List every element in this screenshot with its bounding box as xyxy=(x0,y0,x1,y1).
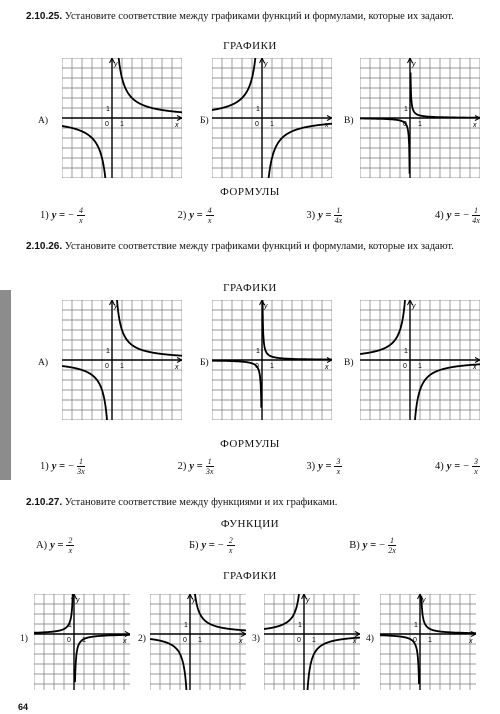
formula xyxy=(435,206,480,225)
formula xyxy=(306,206,342,225)
hyperbola-graph xyxy=(360,58,480,178)
y-unit-label: 1 xyxy=(404,106,408,113)
x-axis-label: x xyxy=(473,122,477,129)
graph-label: 1) xyxy=(20,634,28,644)
formula-index: 3) xyxy=(306,461,316,472)
fraction-denominator: 3x xyxy=(77,467,85,476)
hyperbola-graph xyxy=(264,594,360,690)
fraction-numerator: 1 xyxy=(390,536,394,545)
hyperbola-graph xyxy=(62,300,182,420)
formula-lhs: y = xyxy=(201,540,215,551)
hyperbola-branch xyxy=(34,594,73,633)
hyperbola-branch xyxy=(62,366,107,420)
graphs-heading: ГРАФИКИ xyxy=(223,282,277,294)
fraction-denominator: x xyxy=(336,467,341,476)
graph-label: 4) xyxy=(366,634,374,644)
hyperbola-graph xyxy=(380,594,476,690)
x-axis-label: x xyxy=(469,638,473,645)
formula-fraction xyxy=(77,457,85,476)
formula-fraction xyxy=(388,536,396,555)
problem-2-10-26 xyxy=(26,240,486,254)
fraction-numerator: 1 xyxy=(207,457,212,466)
fraction-denominator: 4x xyxy=(334,216,343,225)
formula-index: 4) xyxy=(435,461,444,472)
fraction-numerator: 3 xyxy=(473,457,478,466)
formula-lhs: y = xyxy=(446,210,461,221)
hyperbola-graph xyxy=(360,300,480,420)
fraction-numerator: 2 xyxy=(228,536,233,545)
fraction-numerator: 2 xyxy=(68,536,73,545)
fraction-denominator: x xyxy=(474,467,478,476)
formula-sign: − xyxy=(68,461,74,472)
page-edge-tab xyxy=(0,290,11,480)
x-axis-label: x xyxy=(325,122,329,129)
x-unit-label: 1 xyxy=(312,637,316,644)
origin-label: 0 xyxy=(67,637,71,644)
graph-label: Б) xyxy=(200,358,209,368)
formula xyxy=(40,206,85,225)
formula-lhs: y = xyxy=(50,540,64,551)
origin-label: 0 xyxy=(105,363,109,370)
formula-fraction xyxy=(472,457,480,476)
y-axis-label: y xyxy=(412,303,416,310)
fraction-numerator: 1 xyxy=(336,206,341,215)
function-row xyxy=(36,536,396,555)
y-axis-label: y xyxy=(264,61,268,68)
x-axis-label: x xyxy=(239,638,243,645)
formula-index: 1) xyxy=(40,461,49,472)
hyperbola-branch xyxy=(380,635,419,684)
formula-fraction xyxy=(227,536,235,555)
y-axis-label: y xyxy=(422,597,426,604)
formula-lhs: y = xyxy=(189,210,203,221)
hyperbola-branch xyxy=(119,58,183,112)
y-unit-label: 1 xyxy=(414,622,418,629)
y-unit-label: 1 xyxy=(404,348,408,355)
hyperbola-graph xyxy=(212,300,332,420)
formula-index: 2) xyxy=(177,210,187,221)
problem-number: 2.10.26. xyxy=(26,241,63,252)
hyperbola-branch xyxy=(411,73,481,118)
graph-label: А) xyxy=(38,116,49,126)
fraction-numerator: 1 xyxy=(473,206,478,215)
problem-number: 2.10.25. xyxy=(26,11,63,22)
page-number: 64 xyxy=(18,702,29,712)
formula-lhs: y = xyxy=(318,461,332,472)
x-unit-label: 1 xyxy=(270,363,274,370)
formula-index: 4) xyxy=(435,210,444,221)
fraction-denominator: x xyxy=(228,546,233,555)
origin-label: 0 xyxy=(403,121,407,128)
formula xyxy=(435,457,480,476)
fraction-numerator: 4 xyxy=(78,206,83,215)
formula-sign: − xyxy=(217,540,224,551)
fraction-numerator: 3 xyxy=(336,457,341,466)
x-axis-label: x xyxy=(353,638,357,645)
hyperbola-graph xyxy=(34,594,130,690)
hyperbola-branch xyxy=(212,58,256,110)
problem-text: Установите соответствие между графиками функций и формулами, которые их задают. xyxy=(64,11,454,22)
y-axis-label: y xyxy=(412,61,416,68)
graph-label: А) xyxy=(38,358,49,368)
hyperbola-branch xyxy=(195,594,246,630)
formula-fraction xyxy=(472,206,480,225)
y-axis-label: y xyxy=(114,303,118,310)
formula-fraction xyxy=(77,206,85,225)
formula-lhs: y = xyxy=(51,210,66,221)
formula-sign: − xyxy=(463,461,469,472)
graph-label: В) xyxy=(344,358,354,368)
problem-text: Установите соответствие между графиками функций и формулами, которые их задают. xyxy=(64,241,454,252)
fraction-denominator: 4x xyxy=(472,216,480,225)
formula-fraction xyxy=(334,206,342,225)
formula xyxy=(178,206,214,225)
y-unit-label: 1 xyxy=(106,106,110,113)
x-axis-label: x xyxy=(123,638,127,645)
problem-2-10-25 xyxy=(26,10,486,24)
fraction-numerator: 4 xyxy=(207,206,212,215)
formula-fraction xyxy=(206,457,214,476)
hyperbola-branch xyxy=(150,639,187,690)
functions-heading: ФУНКЦИИ xyxy=(220,518,280,530)
hyperbola-branch xyxy=(269,124,333,178)
x-unit-label: 1 xyxy=(428,637,432,644)
x-unit-label: 1 xyxy=(270,121,274,128)
formula-lhs: y = xyxy=(446,461,461,472)
formula-index: Б) xyxy=(188,540,199,551)
formula xyxy=(40,457,85,476)
y-axis-label: y xyxy=(306,597,310,604)
formula-sign: − xyxy=(68,210,74,221)
y-unit-label: 1 xyxy=(256,348,260,355)
formula-fraction xyxy=(206,206,214,225)
formula xyxy=(189,536,235,555)
y-axis-label: y xyxy=(114,61,118,68)
fraction-denominator: 2x xyxy=(388,546,396,555)
formula-lhs: y = xyxy=(362,540,377,551)
x-unit-label: 1 xyxy=(418,121,422,128)
x-unit-label: 1 xyxy=(82,637,86,644)
origin-label: 0 xyxy=(183,637,187,644)
fraction-denominator: x xyxy=(207,216,212,225)
problem-number: 2.10.27. xyxy=(26,497,63,508)
formula-sign: − xyxy=(463,210,469,221)
formula xyxy=(349,536,396,555)
hyperbola-branch xyxy=(421,596,476,633)
x-unit-label: 1 xyxy=(120,363,124,370)
x-axis-label: x xyxy=(473,364,477,371)
formula-index: 2) xyxy=(177,461,187,472)
formula-index: 3) xyxy=(306,210,316,221)
origin-label: 0 xyxy=(403,363,407,370)
hyperbola-branch xyxy=(62,126,106,178)
formulas-heading: ФОРМУЛЫ xyxy=(220,438,280,450)
formula-fraction xyxy=(334,457,342,476)
formula xyxy=(306,457,342,476)
graph-label: В) xyxy=(344,116,354,126)
graphs-heading: ГРАФИКИ xyxy=(223,570,277,582)
x-axis-label: x xyxy=(175,122,179,129)
problem-2-10-27 xyxy=(26,496,486,510)
origin-label: 0 xyxy=(413,637,417,644)
y-axis-label: y xyxy=(76,597,80,604)
hyperbola-branch xyxy=(212,361,261,408)
formula xyxy=(36,536,74,555)
hyperbola-graph xyxy=(150,594,246,690)
origin-label: 0 xyxy=(297,637,301,644)
hyperbola-graph xyxy=(212,58,332,178)
hyperbola-branch xyxy=(360,300,405,354)
fraction-denominator: x xyxy=(79,216,83,225)
y-unit-label: 1 xyxy=(256,106,260,113)
fraction-denominator: x xyxy=(68,546,73,555)
graphs-heading: ГРАФИКИ xyxy=(223,40,277,52)
y-unit-label: 1 xyxy=(184,622,188,629)
hyperbola-graph xyxy=(62,58,182,178)
x-axis-label: x xyxy=(325,364,329,371)
fraction-denominator: 3x xyxy=(205,467,214,476)
origin-label: 0 xyxy=(255,363,259,370)
formula-row xyxy=(40,206,480,225)
formula-lhs: y = xyxy=(189,461,203,472)
y-axis-label: y xyxy=(192,597,196,604)
x-unit-label: 1 xyxy=(418,363,422,370)
y-unit-label: 1 xyxy=(106,348,110,355)
formula-fraction xyxy=(66,536,74,555)
formula-lhs: y = xyxy=(51,461,66,472)
y-unit-label: 1 xyxy=(298,622,302,629)
formula-sign: − xyxy=(379,540,385,551)
origin-label: 0 xyxy=(255,121,259,128)
formula-row xyxy=(40,457,480,476)
formula-index: 1) xyxy=(40,210,49,221)
formula-index: В) xyxy=(349,540,360,551)
origin-label: 0 xyxy=(105,121,109,128)
formula xyxy=(178,457,214,476)
x-unit-label: 1 xyxy=(120,121,124,128)
fraction-numerator: 1 xyxy=(78,457,83,466)
y-unit-label: 1 xyxy=(68,622,72,629)
graph-label: 2) xyxy=(138,634,146,644)
formulas-heading: ФОРМУЛЫ xyxy=(220,186,280,198)
formula-lhs: y = xyxy=(318,210,332,221)
graph-label: Б) xyxy=(200,116,209,126)
formula-index: А) xyxy=(36,540,48,551)
x-axis-label: x xyxy=(175,364,179,371)
x-unit-label: 1 xyxy=(198,637,202,644)
problem-text: Установите соответствие между функциями и их графиками. xyxy=(64,497,338,508)
y-axis-label: y xyxy=(264,303,268,310)
graph-label: 3) xyxy=(252,634,260,644)
